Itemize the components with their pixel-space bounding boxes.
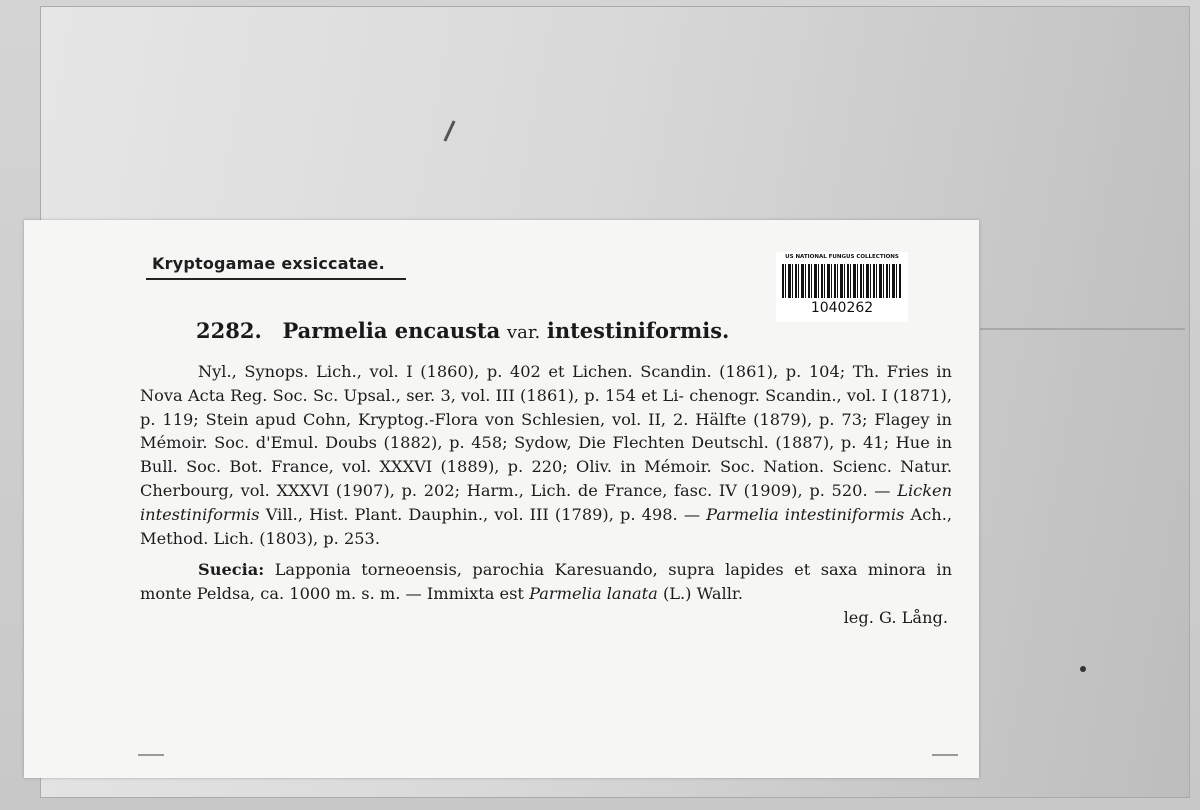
ink-dot	[1080, 666, 1086, 672]
synonym-1-prefix: p. 520. —	[809, 480, 891, 500]
exsiccata-number: 2282.	[196, 318, 262, 343]
rank-abbrev: var.	[506, 322, 541, 343]
synonym-1-name: Licken intestiniformis	[140, 480, 953, 524]
reference-line: Nyl., Synops. Lich., vol. I (1860), p. 402 et Lichen. Scandin. (1861), p. 104;	[198, 362, 846, 381]
series-title: Kryptogamae exsiccatae.	[152, 254, 385, 273]
label-corner-tick	[932, 754, 958, 756]
reference-line: Cherbourg, vol. XXXVI (1907), p. 202; Harm., Lich. de France, fasc. IV (1909),	[140, 480, 803, 500]
barcode-bars	[782, 264, 902, 298]
reference-line: Th. Fries in Nova Acta Reg. Soc. Sc. Upsal., ser. 3, vol. III (1861), p. 154 et Li-	[140, 362, 952, 405]
mixed-species-author: (L.) Wallr.	[662, 584, 743, 604]
specimen-title	[196, 318, 729, 343]
reference-line: Bot. France, vol. XXXVI (1889), p. 220; Oliv. in Mémoir. Soc. Nation. Scienc. Natur.	[229, 457, 953, 477]
herbarium-label	[24, 220, 979, 778]
synonym-2-prefix: —	[683, 504, 701, 524]
synonym-1-suffix: Vill., Hist. Plant. Dauphin., vol. III (1789), p. 498.	[265, 504, 678, 524]
reference-line: (1882), p. 458; Sydow, Die Flechten Deutschl. (1887), p. 41; Hue in Bull. Soc.	[140, 433, 952, 477]
synonym-2-name: Parmelia intestiniformis	[706, 504, 905, 524]
label-body	[140, 360, 952, 630]
locality-country: Suecia:	[198, 560, 265, 580]
barcode-collection: US NATIONAL FUNGUS COLLECTIONS	[785, 254, 899, 260]
references-paragraph	[140, 360, 952, 550]
packet-fold-line	[980, 328, 1185, 330]
mixed-species: Parmelia lanata	[529, 584, 658, 604]
barcode-sticker	[776, 252, 908, 322]
locality-text: Lapponia torneoensis, parochia Karesuando, supra lapides et saxa minora in monte Peldsa, ca. 1000 m. s. m. — Immixta est	[140, 560, 952, 604]
barcode-number: 1040262	[810, 300, 874, 316]
series-underline	[146, 278, 406, 280]
reference-line: chenogr. Scandin., vol. I (1871), p. 119; Stein apud Cohn, Kryptog.-Flora von	[140, 385, 952, 429]
collector: leg. G. Lång.	[843, 607, 948, 627]
locality-paragraph	[140, 558, 952, 606]
species-name: Parmelia encausta	[282, 318, 501, 343]
infraspecific-name: intestiniformis.	[546, 318, 730, 343]
pencil-mark	[443, 120, 455, 141]
reference-line: Schlesien, vol. II, 2. Hälfte (1879), p. 73; Flagey in Mémoir. Soc. d'Emul. Doubs	[140, 409, 952, 453]
synonym-2-suffix: Ach., Method. Lich. (1803), p. 253.	[140, 504, 952, 548]
label-corner-tick	[138, 754, 164, 756]
